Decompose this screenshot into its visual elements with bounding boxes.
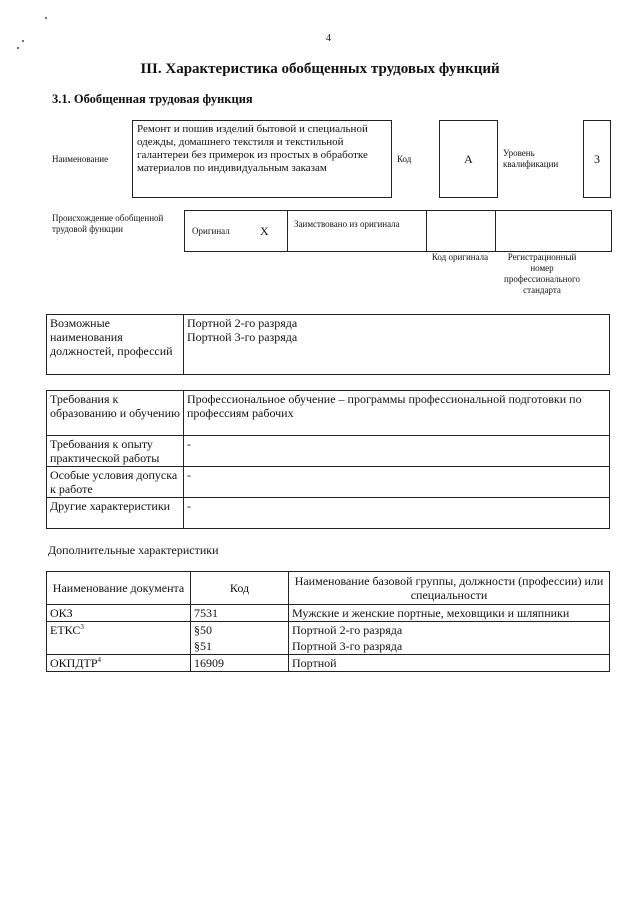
doc-cell: [47, 622, 191, 655]
requirement-value: -: [184, 436, 610, 467]
footnote-ref: 3: [80, 623, 84, 631]
code-cell: §50: [191, 622, 289, 639]
group-name-cell: Портной 2-го разряда: [289, 622, 610, 639]
requirement-label: Особые условия допуска к работе: [47, 467, 184, 498]
doc-cell: [47, 655, 191, 672]
positions-values: [184, 315, 610, 375]
position-item: Портной 2-го разряда: [187, 316, 298, 330]
requirement-value: Профессиональное обучение – программы профессиональной подготовки по профессиям рабочих: [184, 391, 610, 436]
origin-label: Происхождение обобщенной трудовой функции: [52, 213, 164, 234]
header-name: Наименование базовой группы, должности (профессии) или специальности: [289, 572, 610, 605]
requirement-label: Требования к опыту практической работы: [47, 436, 184, 467]
code-original-label: Код оригинала: [431, 252, 489, 262]
scan-speck: [17, 47, 19, 49]
code-cell: 7531: [191, 605, 289, 622]
borrowed-label: Заимствовано из оригинала: [294, 219, 400, 229]
function-name-box: [132, 120, 392, 198]
additional-title: Дополнительные характеристики: [48, 543, 219, 557]
code-value: А: [464, 152, 473, 166]
doc-cell: [47, 605, 191, 622]
origin-box: [184, 210, 612, 252]
positions-label: Возможные наименования должностей, профессий: [47, 315, 184, 375]
level-value: 3: [594, 152, 600, 166]
function-name-value: Ремонт и пошив изделий бытовой и специальной одежды, домашнего текстиля и текстильной галантереи без примерок из простых в обработке материалов по индивидуальным заказам: [137, 123, 368, 174]
original-label: Оригинал: [192, 226, 230, 236]
header-code: Код: [191, 572, 289, 605]
scan-speck: [22, 40, 24, 42]
code-cell: §51: [191, 638, 289, 655]
group-name-cell: Портной: [289, 655, 610, 672]
original-mark: Х: [260, 224, 269, 238]
level-label: Уровень квалификации: [503, 148, 559, 169]
doc-name: ЕТКС: [50, 623, 81, 637]
page-number: 4: [326, 33, 331, 44]
header-doc: Наименование документа: [47, 572, 191, 605]
scan-speck: [45, 17, 47, 19]
section-title: III. Характеристика обобщенных трудовых функций: [140, 61, 500, 77]
level-box: [583, 120, 611, 198]
requirement-label: Требования к образованию и обучению: [47, 391, 184, 436]
position-item: Портной 3-го разряда: [187, 330, 298, 344]
requirement-value: -: [184, 467, 610, 498]
requirements-table: [46, 390, 610, 529]
code-cell: 16909: [191, 655, 289, 672]
positions-table: [46, 314, 610, 375]
requirement-value: -: [184, 498, 610, 529]
group-name-cell: Мужские и женские портные, меховщики и шляпники: [289, 605, 610, 622]
group-name-cell: Портной 3-го разряда: [289, 638, 610, 655]
doc-name: ОКЗ: [50, 606, 73, 620]
subsection-title: 3.1. Обобщенная трудовая функция: [52, 92, 253, 106]
doc-name: ОКПДТР: [50, 656, 98, 670]
code-box: [439, 120, 498, 198]
footnote-ref: 4: [97, 656, 102, 664]
additional-table: [46, 571, 610, 672]
requirement-label: Другие характеристики: [47, 498, 184, 529]
code-label: Код: [397, 154, 412, 164]
name-label: Наименование: [52, 154, 109, 164]
reg-number-label: Регистрационный номер профессионального стандарта: [504, 252, 580, 295]
